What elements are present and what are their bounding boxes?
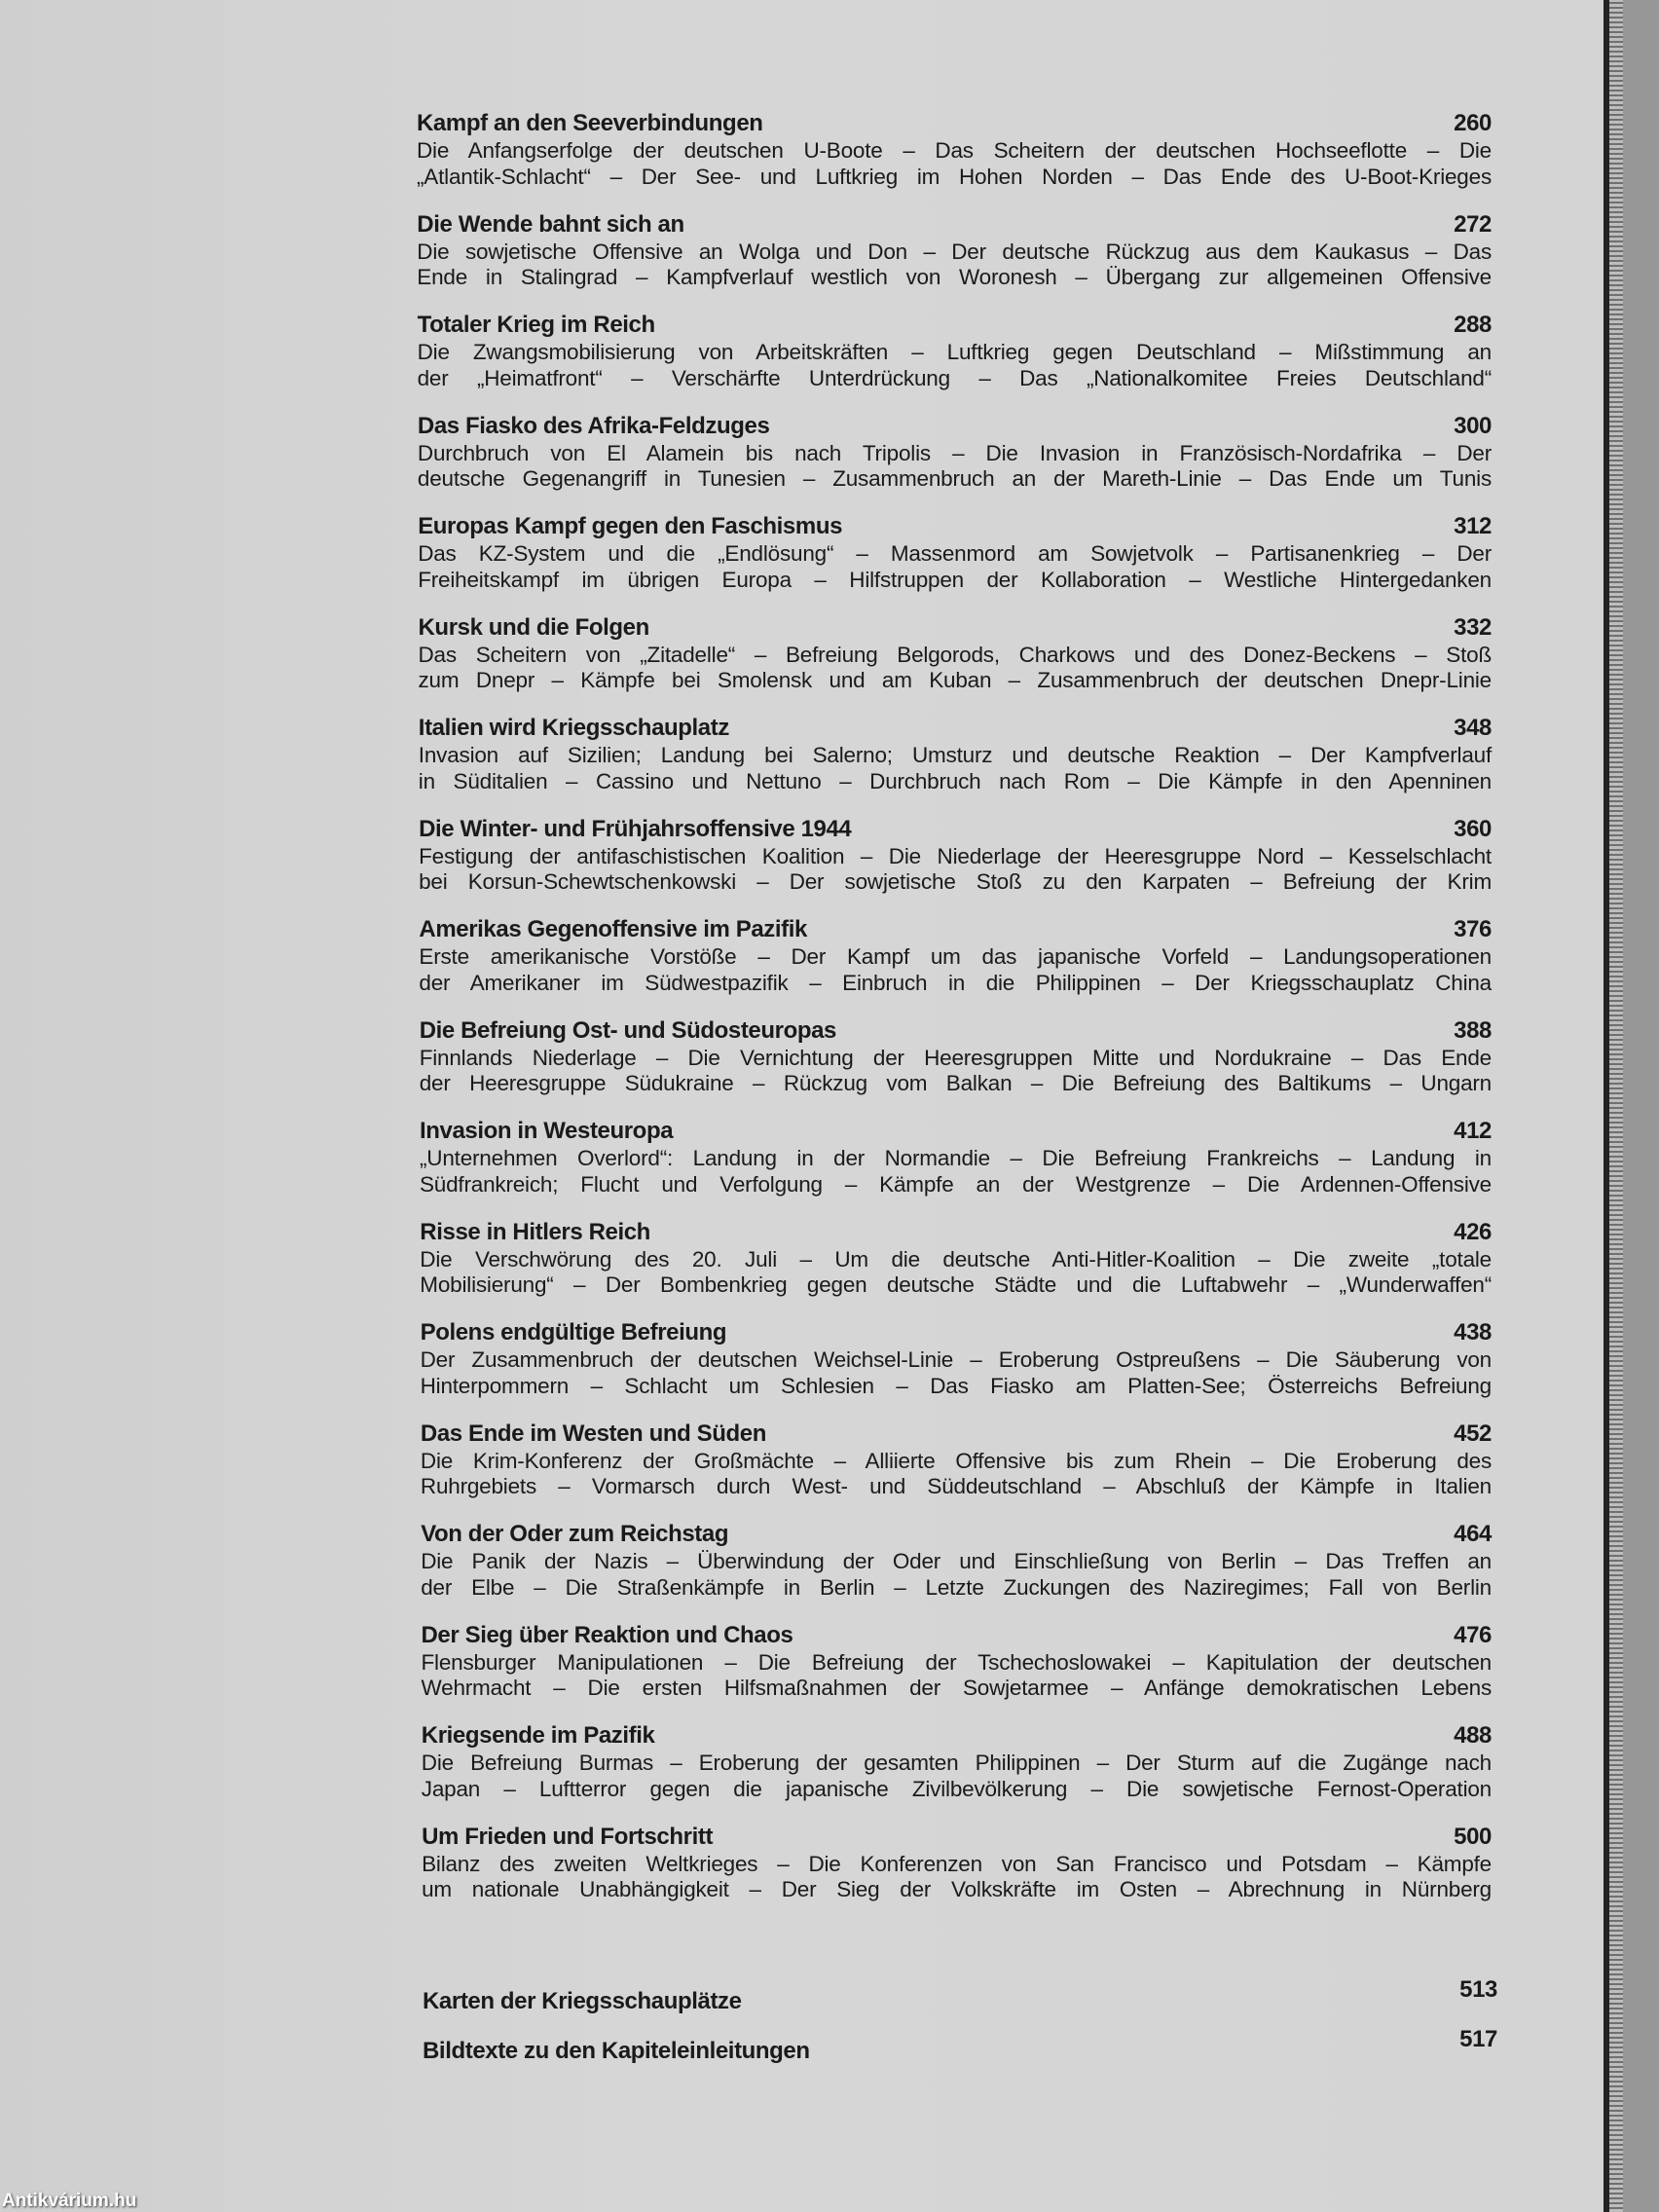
toc-entry-line: Das KZ-System und die „Endlösung“ – Massenmord am Sowjetvolk – Partisanenkrieg – Der bbox=[418, 541, 1492, 566]
toc-entry bbox=[418, 311, 1492, 412]
toc-entry-page: 452 bbox=[1454, 1419, 1492, 1447]
toc-entry-page: 332 bbox=[1454, 613, 1492, 641]
toc-entry-title: Kampf an den Seeverbindungen bbox=[417, 110, 763, 136]
watermark: Antikvárium.hu bbox=[2, 2191, 137, 2211]
toc-entry-page: 412 bbox=[1454, 1118, 1492, 1144]
toc-entry-page: 464 bbox=[1454, 1521, 1492, 1547]
toc-entry-line: Der Zusammenbruch der deutschen Weichsel-Linie – Eroberung Ostpreußens – Die Säuberung von bbox=[420, 1347, 1492, 1372]
toc-entry bbox=[422, 1621, 1493, 1722]
toc-entry-line: Invasion auf Sizilien; Landung bei Salerno; Umsturz und deutsche Reaktion – Der Kampfverlauf bbox=[418, 743, 1492, 767]
toc-entry-line: Freiheitskampf im übrigen Europa – Hilfstruppen der Kollaboration – Westliche Hintergedanken bbox=[418, 567, 1492, 592]
toc-entry-line: Die Anfangserfolge der deutschen U-Boote – Das Scheitern der deutschen Hochseeflotte – Die bbox=[417, 138, 1492, 163]
toc-entry-page: 288 bbox=[1454, 312, 1492, 338]
toc-entry-heading bbox=[418, 512, 1492, 541]
toc-entry-line: Die Panik der Nazis – Überwindung der Oder und Einschließung von Berlin – Das Treffen an bbox=[421, 1549, 1492, 1573]
toc-extra-title: Karten der Kriegsschauplätze bbox=[423, 1988, 742, 2014]
book-cover bbox=[1623, 0, 1659, 2212]
toc-entry-page: 260 bbox=[1454, 110, 1492, 136]
toc-entry-page: 438 bbox=[1454, 1319, 1492, 1346]
toc-entry-title: Totaler Krieg im Reich bbox=[417, 312, 655, 338]
toc-entry-title: Italien wird Kriegsschauplatz bbox=[418, 715, 729, 741]
toc-entry-line: der Heeresgruppe Südukraine – Rückzug vom Balkan – Die Befreiung des Baltikums – Ungarn bbox=[419, 1071, 1492, 1095]
toc-entry bbox=[417, 109, 1492, 210]
toc-entry-title: Die Befreiung Ost- und Südosteuropas bbox=[419, 1016, 836, 1044]
toc-entry bbox=[418, 512, 1492, 613]
toc-entry-heading bbox=[422, 1823, 1492, 1852]
toc-extra-captions bbox=[423, 2026, 1497, 2065]
toc-entry-page: 272 bbox=[1454, 210, 1492, 238]
toc-entry-line: zum Dnepr – Kämpfe bei Smolensk und am Kuban – Zusammenbruch der deutschen Dnepr-Linie bbox=[418, 668, 1492, 692]
toc-extra-page: 513 bbox=[1459, 1976, 1497, 2003]
toc-entry bbox=[419, 915, 1492, 1016]
toc-entry-heading bbox=[419, 915, 1492, 944]
toc-entry-heading bbox=[420, 1117, 1492, 1146]
toc-entry bbox=[419, 613, 1493, 715]
toc-entry-description bbox=[420, 1247, 1492, 1299]
toc-entry-heading bbox=[419, 613, 1493, 643]
toc-entry bbox=[420, 1016, 1492, 1118]
toc-entry-line: Flensburger Manipulationen – Die Befreiung der Tschechoslowakei – Kapitulation der deutschen bbox=[421, 1649, 1492, 1675]
toc-entry-line: Finnlands Niederlage – Die Vernichtung der Heeresgruppen Mitte und Nordukraine – Das Ende bbox=[419, 1045, 1492, 1070]
toc-entry-description bbox=[418, 541, 1492, 593]
toc-entry-page: 476 bbox=[1454, 1621, 1492, 1648]
toc-entry-heading bbox=[418, 412, 1492, 441]
toc-entry-line: Die Zwangsmobilisierung von Arbeitskräften – Luftkrieg gegen Deutschland – Mißstimmung an bbox=[417, 340, 1492, 364]
toc-entry-heading bbox=[420, 1218, 1492, 1247]
toc-entry-description bbox=[418, 441, 1492, 493]
toc-entry-description bbox=[419, 643, 1493, 694]
toc-entry-description bbox=[422, 1650, 1493, 1702]
toc-entry-description bbox=[420, 1146, 1492, 1198]
toc-entry-title: Die Wende bahnt sich an bbox=[417, 210, 684, 238]
toc-entry bbox=[421, 1520, 1492, 1621]
toc-entry-heading bbox=[419, 815, 1492, 844]
toc-entry-page: 426 bbox=[1454, 1218, 1492, 1245]
toc-entry-page: 312 bbox=[1454, 513, 1492, 539]
toc-entry-page: 488 bbox=[1454, 1722, 1492, 1749]
toc-entry-line: Die sowjetische Offensive an Wolga und Don – Der deutsche Rückzug aus dem Kaukasus – Das bbox=[417, 239, 1492, 264]
toc-entry-page: 500 bbox=[1454, 1823, 1492, 1850]
toc-entry-title: Das Fiasko des Afrika-Feldzuges bbox=[417, 412, 770, 439]
toc-entry-description bbox=[418, 340, 1492, 391]
toc-entry-description bbox=[419, 743, 1492, 794]
toc-entry-page: 348 bbox=[1454, 715, 1492, 741]
toc-entry-description bbox=[420, 1046, 1492, 1097]
toc-entry-title: Kursk und die Folgen bbox=[418, 613, 649, 641]
toc-entry-line: der Elbe – Die Straßenkämpfe in Berlin – Letzte Zuckungen des Naziregimes; Fall von Berlin bbox=[421, 1574, 1492, 1600]
toc-entry-title: Polens endgültige Befreiung bbox=[420, 1319, 727, 1346]
toc-entry-title: Europas Kampf gegen den Faschismus bbox=[418, 513, 843, 539]
toc-extra-title: Bildtexte zu den Kapiteleinleitungen bbox=[423, 2038, 810, 2064]
toc-entry-title: Das Ende im Westen und Süden bbox=[420, 1419, 766, 1447]
toc-entry-line: bei Korsun-Schewtschenkowski – Der sowjetische Stoß zu den Karpaten – Befreiung der Krim bbox=[419, 869, 1492, 894]
toc-entry-page: 300 bbox=[1454, 412, 1492, 439]
toc-entry-line: Ruhrgebiets – Vormarsch durch West- und Süddeutschland – Abschluß der Kämpfe in Italien bbox=[420, 1474, 1492, 1498]
toc-entry bbox=[422, 1721, 1492, 1823]
toc-entry bbox=[420, 1218, 1492, 1319]
toc-entry-line: Mobilisierung“ – Der Bombenkrieg gegen deutsche Städte und die Luftabwehr – „Wunderwaffen“ bbox=[420, 1272, 1492, 1297]
toc-entry-description bbox=[421, 1449, 1492, 1500]
toc-entry-line: Japan – Luftterror gegen die japanische Zivilbevölkerung – Die sowjetische Fernost-Operation bbox=[421, 1776, 1492, 1801]
toc-entry-line: der „Heimatfront“ – Verschärfte Unterdrückung – Das „Nationalkomitee Freies Deutschland“ bbox=[417, 365, 1492, 390]
toc-entry-line: Wehrmacht – Die ersten Hilfsmaßnahmen der Sowjetarmee – Anfänge demokratischen Lebens bbox=[421, 1676, 1492, 1700]
toc-entry-title: Von der Oder zum Reichstag bbox=[421, 1521, 729, 1547]
toc-entry-line: Südfrankreich; Flucht und Verfolgung – Kämpfe an der Westgrenze – Die Ardennen-Offensive bbox=[420, 1171, 1492, 1197]
toc-entry-heading bbox=[417, 210, 1492, 240]
toc-entry-description bbox=[422, 1751, 1492, 1802]
toc-entry-page: 376 bbox=[1454, 916, 1492, 942]
toc-entry-title: Um Frieden und Fortschritt bbox=[422, 1823, 714, 1850]
toc-entry-line: der Amerikaner im Südwestpazifik – Einbruch in die Philippinen – Der Kriegsschauplatz China bbox=[419, 970, 1492, 995]
toc-entry-description bbox=[422, 1852, 1492, 1903]
toc-entry-line: Hinterpommern – Schlacht um Schlesien – Das Fiasko am Platten-See; Österreichs Befreiung bbox=[420, 1373, 1492, 1398]
toc-entry-line: Das Scheitern von „Zitadelle“ – Befreiung Belgorods, Charkows und des Donez-Beckens – Stoß bbox=[418, 642, 1492, 667]
toc-entry-description bbox=[417, 138, 1492, 190]
toc-entry bbox=[421, 1318, 1492, 1419]
toc-entry bbox=[417, 210, 1492, 312]
toc-entry-description bbox=[419, 844, 1492, 896]
toc-entry-line: Die Befreiung Burmas – Eroberung der gesamten Philippinen – Der Sturm auf die Zugänge nach bbox=[421, 1751, 1492, 1775]
toc-entry-line: „Unternehmen Overlord“: Landung in der Normandie – Die Befreiung Frankreichs – Landung in bbox=[420, 1146, 1492, 1170]
toc-entry-title: Kriegsende im Pazifik bbox=[421, 1722, 655, 1749]
toc-entry-title: Risse in Hitlers Reich bbox=[420, 1218, 650, 1245]
toc-entry-description bbox=[421, 1347, 1492, 1399]
toc-entry-page: 360 bbox=[1454, 815, 1492, 842]
toc-entry-line: deutsche Gegenangriff in Tunesien – Zusammenbruch an der Mareth-Linie – Das Ende um Tunis bbox=[417, 466, 1492, 491]
toc-entry-line: Ende in Stalingrad – Kampfverlauf westlich von Woronesh – Übergang zur allgemeinen Offensive bbox=[417, 265, 1492, 289]
toc-entry-heading bbox=[418, 311, 1492, 340]
toc-entry-heading bbox=[421, 1520, 1492, 1549]
toc-entry-heading bbox=[417, 109, 1492, 138]
toc-entry-title: Invasion in Westeuropa bbox=[420, 1118, 674, 1144]
toc-entry-line: Durchbruch von El Alamein bis nach Tripolis – Die Invasion in Französisch-Nordafrika – Der bbox=[417, 440, 1492, 465]
toc-entry-description bbox=[421, 1549, 1492, 1601]
toc-entry-line: Die Verschwörung des 20. Juli – Um die deutsche Anti-Hitler-Koalition – Die zweite „totale bbox=[420, 1246, 1492, 1272]
toc-extra-page: 517 bbox=[1459, 2026, 1497, 2052]
toc-entry-title: Amerikas Gegenoffensive im Pazifik bbox=[419, 916, 807, 942]
toc-entry-line: Erste amerikanische Vorstöße – Der Kampf um das japanische Vorfeld – Landungsoperationen bbox=[419, 944, 1492, 969]
toc-entry-heading bbox=[421, 1419, 1492, 1449]
toc-entry-title: Die Winter- und Frühjahrsoffensive 1944 bbox=[419, 815, 852, 842]
toc-entry-line: in Süditalien – Cassino und Nettuno – Durchbruch nach Rom – Die Kämpfe in den Apenninen bbox=[418, 768, 1492, 793]
toc-entry bbox=[418, 412, 1492, 513]
toc-entry bbox=[420, 1117, 1492, 1218]
toc-entry-description bbox=[417, 240, 1492, 291]
toc-entry-line: um nationale Unabhängigkeit – Der Sieg der Volkskräfte im Osten – Abrechnung in Nürnberg bbox=[422, 1877, 1492, 1901]
toc-entry-heading bbox=[419, 714, 1492, 743]
toc-entry-title: Der Sieg über Reaktion und Chaos bbox=[421, 1621, 793, 1648]
toc-entry bbox=[421, 1419, 1492, 1521]
toc-entry-heading bbox=[421, 1318, 1492, 1347]
toc-entry-line: Die Krim-Konferenz der Großmächte – Alliierte Offensive bis zum Rhein – Die Eroberung des bbox=[420, 1448, 1492, 1473]
toc-entry-line: Bilanz des zweiten Weltkrieges – Die Konferenzen von San Francisco und Potsdam – Kämpfe bbox=[422, 1851, 1492, 1876]
toc-entry bbox=[419, 815, 1492, 916]
table-of-contents bbox=[417, 109, 1492, 1923]
toc-extra-maps bbox=[423, 1976, 1497, 2015]
toc-entry-heading bbox=[422, 1621, 1493, 1650]
toc-entry-line: Festigung der antifaschistischen Koalition – Die Niederlage der Heeresgruppe Nord – Kesselschlacht bbox=[419, 843, 1492, 868]
toc-entry-line: „Atlantik-Schlacht“ – Der See- und Luftkrieg im Hohen Norden – Das Ende des U-Boot-Krieges bbox=[417, 164, 1492, 189]
toc-entry-heading bbox=[422, 1721, 1492, 1751]
toc-entry bbox=[419, 714, 1492, 815]
toc-entry-page: 388 bbox=[1454, 1016, 1492, 1044]
toc-entry-heading bbox=[420, 1016, 1492, 1046]
binding-edge bbox=[1609, 0, 1623, 2212]
toc-entry-description bbox=[419, 944, 1492, 996]
toc-entry bbox=[422, 1823, 1492, 1924]
